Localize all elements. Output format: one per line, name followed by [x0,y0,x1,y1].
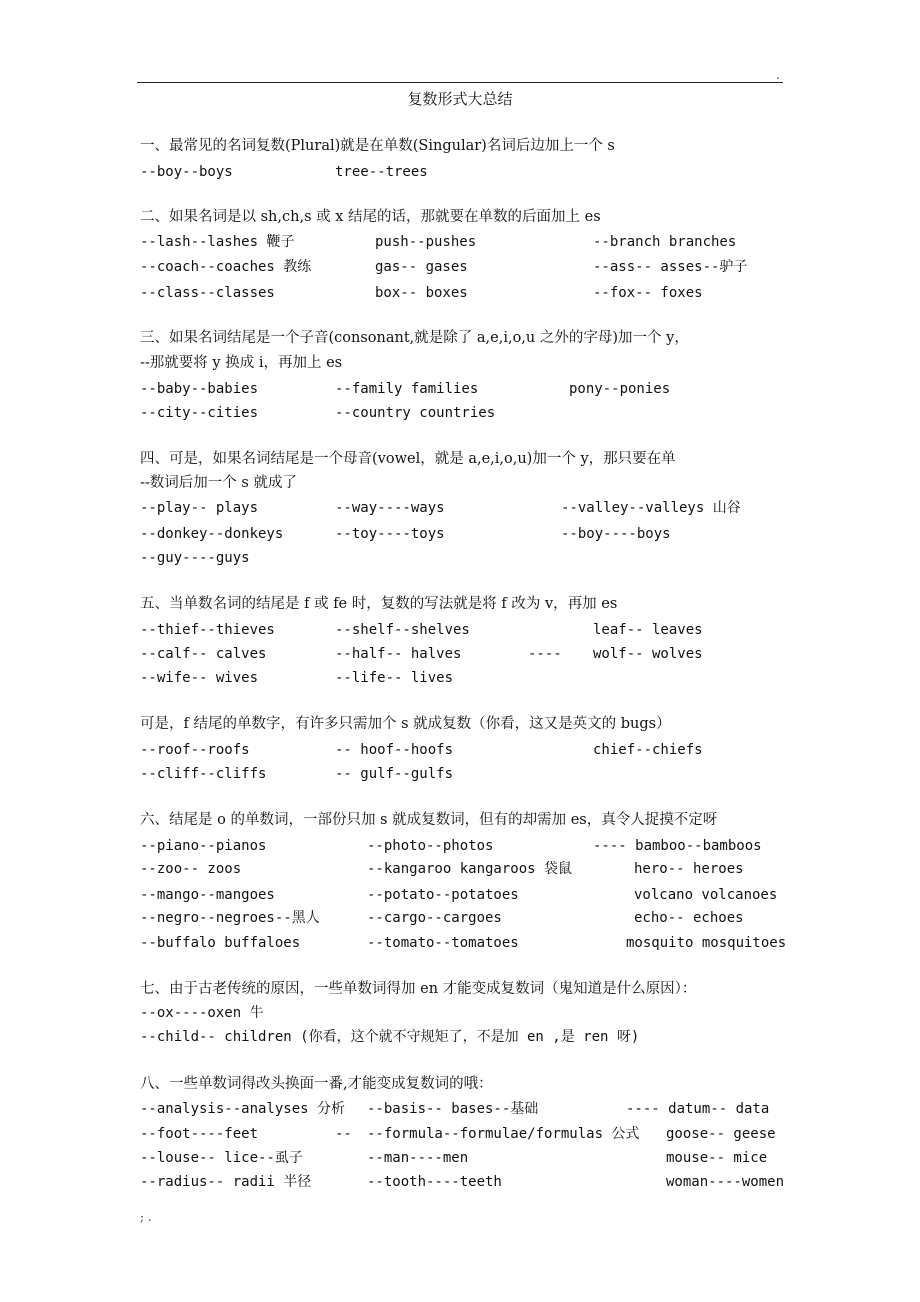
section-5b-heading: 可是，f 结尾的单数字，有许多只需加个 s 就成复数（你看，这又是英文的 bugs） [140,716,671,732]
section-3-heading: 三、如果名词结尾是一个子音(consonant,就是除了 a,e,i,o,u 之外的字母)加一个 y， [140,330,689,346]
section-5-heading: 五、当单数名词的结尾是 f 或 fe 时，复数的写法就是将 f 改为 v，再加 es [140,596,618,612]
section-7-heading: 七、由于古老传统的原因，一些单数词得加 en 才能变成复数词（鬼知道是什么原因）： [140,981,697,997]
section-2-heading: 二、如果名词是以 sh,ch,s 或 x 结尾的话，那就要在单数的后面加上 es [140,209,601,225]
section-3-heading-cont: --那就要将 y 换成 i，再加上 es [140,355,343,371]
section-4-heading-cont: --数词后加一个 s 就成了 [140,475,297,491]
section-6-heading: 六、结尾是 o 的单数词，一部份只加 s 就成复数词，但有的却需加 es，真令人捉摸不定呀 [140,812,718,828]
section-4-heading: 四、可是，如果名词结尾是一个母音(vowel，就是 a,e,i,o,u)加一个 y，那只要在单 [140,451,676,467]
page-title: 复数形式大总结 [407,90,513,108]
section-8-heading: 八、一些单数词得改头换面一番,才能变成复数词的哦： [140,1076,493,1092]
section-1-heading: 一、最常见的名词复数(Plural)就是在单数(Singular)名词后边加上一个 s [140,138,615,154]
document-page: . 复数形式大总结 一、最常见的名词复数(Plural)就是在单数(Singular)名词后边加上一个 s --boy--boys tree--trees 二、如果名词是以 sh,ch,s 或 x 结尾的话，那就要在单数的后面加上 es --lash--lashes 鞭子 push--pushes --branch branches --coach--coaches 教练 gas-- gases --ass-- asses--驴子 --class--classes box-- boxes --fox-- foxes 三、如果名词结尾是一个子音(consonant,就是除了 a,e,i,o,u 之外的字母)加一个 y， --那就要将 y 换成 i，再加上 es --baby--babies --family families pony--ponies --city--cities --country countries 四、可是，如果名词结尾是一个母音(vowel，就是 a,e,i,o,u)加一个 y，那只要在单 --数词后加一个 s 就成了 --play-- plays --way----ways --valley--valleys 山谷 --donkey--donkeys --toy----toys --boy----boys --guy----guys 五、当单数名词的结尾是 f 或 fe 时，复数的写法就是将 f 改为 v，再加 es --thief--thieves --shelf--shelves leaf-- leaves --calf-- calves --half-- halves ---- wolf-- wolves --wife-- wives --life-- lives 可是，f 结尾的单数字，有许多只需加个 s 就成复数（你看，这又是英文的 bugs） --roof--roofs -- hoof--hoofs chief--chiefs --cliff--cliffs -- gulf--gulfs 六、结尾是 o 的单数词，一部份只加 s 就成复数词，但有的却需加 es，真令人捉摸不定呀 --piano--pianos --photo--photos ---- bamboo--bamboos --zoo-- zoos --kangaroo kangaroos 袋鼠 hero-- heroes --mango--mangoes --potato--potatoes volcano volcanoes --negro--negroes--黑人 --cargo--cargoes echo-- echoes --buffalo buffaloes --tomato--tomatoes mosquito mosquitoes 七、由于古老传统的原因，一些单数词得加 en 才能变成复数词（鬼知道是什么原因）： --ox----oxen 牛 --child-- children (你看，这个就不守规矩了，不是加 en ,是 ren 呀) 八、一些单数词得改头换面一番,才能变成复数词的哦： --analysis--analyses 分析 --basis-- bases--基础 ---- datum-- data --foot----feet -- --formula--formulae/formulas 公式 goose-- geese --louse-- lice--虱子 --man----men mouse-- mice --radius-- radii 半径 --tooth----teeth woman----women ; . [0,0,920,1302]
list-item: --ox----oxen 牛 [140,1005,264,1021]
footer-mark: ; . [140,1210,152,1224]
list-item: --child-- children (你看，这个就不守规矩了，不是加 en ,是 ren 呀) [140,1029,640,1045]
header-rule [137,82,783,83]
corner-mark: . [776,68,780,82]
